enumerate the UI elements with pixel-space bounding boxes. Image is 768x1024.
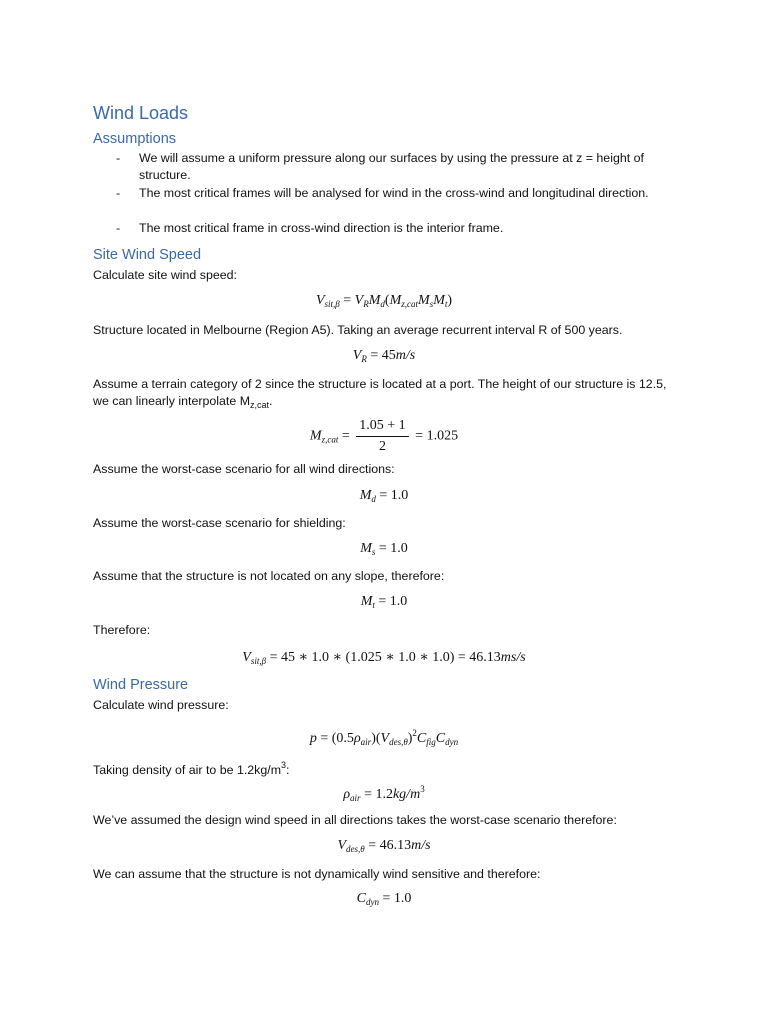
rho-value: 1.2 — [375, 787, 393, 802]
site-paragraph-3-end: . — [269, 394, 273, 408]
mzcat-fraction — [356, 418, 408, 455]
site-paragraph-3 — [93, 376, 683, 414]
equation-vdes: $V_{des,\theta} = 46.13m/s$ — [337, 838, 431, 854]
bullet-marker: - — [116, 151, 121, 165]
site-paragraph-3-text: Assume a terrain category of 2 since the structure is located at a port. The height of our structure is 12.5, we can linearly interpolate M — [93, 377, 667, 408]
vsit-expression: 45 ∗ 1.0 ∗ (1.025 ∗ 1.0 ∗ 1.0) = 46.13 — [281, 650, 501, 665]
bullet-marker: - — [116, 186, 121, 200]
pressure-paragraph-2 — [93, 757, 683, 779]
assumption-item-3: The most critical frame in cross-wind direction is the interior frame. — [139, 221, 504, 235]
site-paragraph-1: Calculate site wind speed: — [93, 268, 237, 282]
mzcat-numerator: 1.05 + 1 — [356, 418, 408, 437]
pressure-paragraph-2-end: : — [286, 763, 290, 777]
rho-unit: kg/m — [392, 787, 421, 802]
cdyn-value: 1.0 — [393, 891, 412, 906]
site-paragraph-2: Structure located in Melbourne (Region A5). Taking an average recurrent interval R of 500 years. — [93, 323, 623, 337]
pressure-paragraph-1: Calculate wind pressure: — [93, 698, 229, 712]
site-paragraph-5: Assume the worst-case scenario for shielding: — [93, 516, 346, 530]
equation-vsit-result: $V_{sit,\beta} = 45$ ∗ 1.0 ∗ (1.025 ∗ 1.0 ∗ 1.0) = 46.13ms/s — [242, 650, 526, 666]
bullet-marker: - — [116, 221, 121, 235]
pressure-paragraph-2-superscript: 3 — [281, 760, 287, 770]
page-title: Wind Loads — [93, 103, 189, 123]
ms-value: 1.0 — [390, 541, 408, 556]
wind-pressure-heading: Wind Pressure — [93, 677, 189, 693]
vr-unit: m/s — [395, 348, 416, 363]
equation-rho-air: $\rho_{air} = 1.2kg/m^3$ — [343, 784, 425, 803]
mt-value: 1.0 — [389, 594, 408, 609]
assumption-item-2: The most critical frames will be analysed for wind in the cross-wind and longitudinal direction. — [139, 186, 649, 200]
equation-mzcat: $M_{z,cat}$ = $\frac{1.05 + 1}{2}$ = 1.025 — [309, 418, 459, 454]
site-paragraph-4: Assume the worst-case scenario for all wind directions: — [93, 462, 395, 476]
vdes-unit: m/s — [411, 838, 431, 853]
equation-pressure: $p = (0.5\rho_{air})(V_{des,\theta})^2C_{fig}C_{dyn}$ — [309, 728, 459, 747]
vr-value: 45 — [381, 348, 396, 363]
mzcat-result: 1.025 — [426, 428, 459, 444]
assumptions-heading: Assumptions — [93, 131, 177, 147]
mzcat-denominator: 2 — [378, 439, 386, 454]
site-paragraph-3-subscript: z,cat — [250, 400, 270, 410]
equation-md: $M_d = 1.0$ — [359, 488, 409, 504]
equation-ms: $M_s = 1.0$ — [360, 541, 408, 557]
pressure-paragraph-4: We can assume that the structure is not dynamically wind sensitive and therefore: — [93, 867, 541, 881]
rho-exponent: 3 — [420, 784, 425, 794]
vdes-value: 46.13 — [379, 838, 412, 853]
equation-vsit-definition: $V_{sit,\beta} = V_RM_d(M_{z,cat}M_sM_t)$ — [315, 293, 453, 309]
pressure-paragraph-2-text: Taking density of air to be 1.2kg/m — [93, 763, 282, 777]
pressure-paragraph-3: We’ve assumed the design wind speed in all directions takes the worst-case scenario therefore: — [93, 813, 617, 827]
assumption-item-1: We will assume a uniform pressure along our surfaces by using the pressure at z = height of structure. — [139, 151, 644, 182]
equation-mt: $M_t = 1.0$ — [360, 594, 408, 610]
vsit-unit: ms/s — [500, 650, 526, 665]
site-wind-speed-heading: Site Wind Speed — [93, 247, 202, 263]
md-value: 1.0 — [390, 488, 409, 503]
site-paragraph-7: Therefore: — [93, 623, 151, 637]
site-paragraph-6: Assume that the structure is not located on any slope, therefore: — [93, 569, 445, 583]
equation-cdyn: $C_{dyn} = 1.0$ — [356, 891, 412, 907]
equation-vr: $V_R = 45m/s$ — [352, 348, 416, 364]
